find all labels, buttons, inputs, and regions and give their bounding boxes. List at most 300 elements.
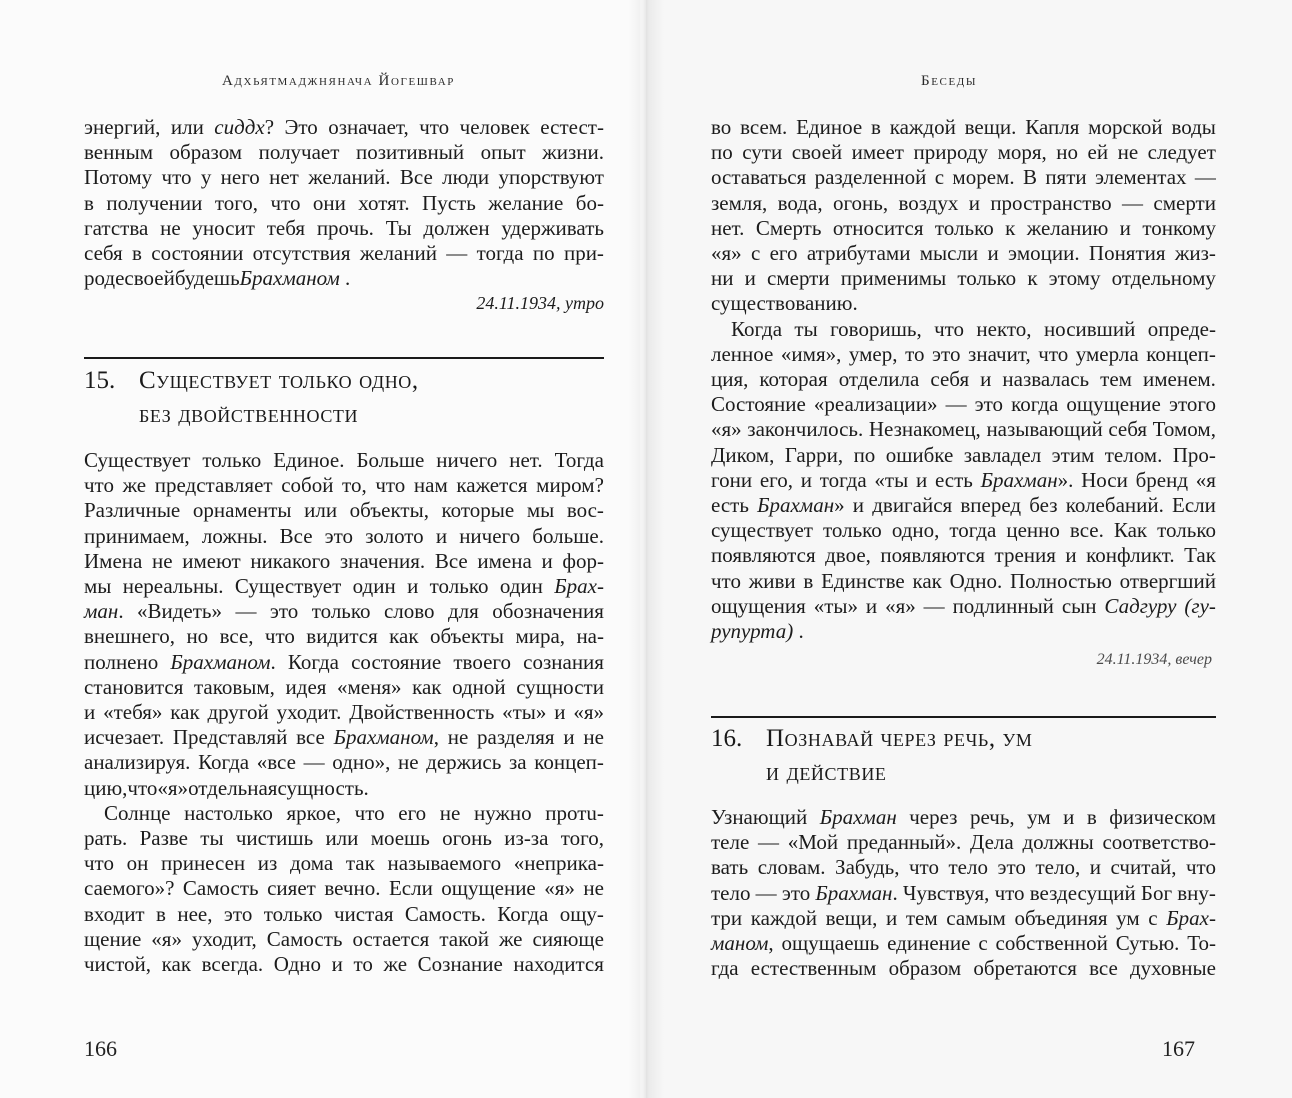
word: получает (258, 140, 340, 165)
text-line (711, 189, 1216, 217)
word: то, (342, 473, 367, 498)
word: подлинный (952, 593, 1054, 618)
word: и (980, 367, 992, 391)
word: не (439, 800, 461, 825)
word: двигайся (872, 493, 953, 517)
word: и (84, 700, 96, 724)
word: не (160, 215, 181, 240)
word: Сутью. (1115, 931, 1180, 955)
italic-word: ман (84, 599, 119, 624)
word: «я (1195, 467, 1216, 492)
word: Единое. (273, 448, 345, 472)
word: вещи. (964, 115, 1017, 139)
word: и (563, 725, 575, 750)
text-line (711, 138, 1216, 166)
word: и (331, 952, 343, 976)
text-line (711, 828, 1216, 856)
chapter-15-title-line2: без двойственности (139, 401, 359, 428)
word: с (978, 931, 988, 955)
word: вечно. (324, 876, 381, 901)
word: Самость (266, 926, 343, 951)
word: и (1119, 215, 1131, 240)
word: вперед (960, 493, 1022, 517)
text-line (84, 723, 604, 751)
word: только (311, 599, 371, 624)
word: значения. (339, 548, 426, 573)
word: цию, (84, 775, 128, 800)
word: кажется (456, 473, 528, 498)
word: уходит, (191, 926, 257, 951)
word: как (389, 624, 419, 649)
page-number-left: 166 (84, 1036, 117, 1061)
word: «ты (874, 467, 909, 492)
word: по (853, 442, 876, 467)
word: жиз- (1174, 241, 1216, 265)
word: ни (711, 266, 734, 291)
word: тем (905, 905, 938, 930)
word: разделенной (814, 165, 927, 190)
word: «я» (573, 700, 604, 724)
word: отдельному (1111, 266, 1216, 291)
word: это (269, 599, 299, 624)
word: исчезает. (84, 725, 165, 750)
word: что (375, 473, 406, 498)
text-line (84, 471, 604, 499)
word: мысли (919, 241, 979, 265)
word: уносит (192, 215, 255, 240)
word: «я» (151, 926, 182, 951)
word: по (532, 241, 555, 265)
word: бо- (575, 190, 604, 215)
word: того, (214, 190, 259, 215)
word: Ты (385, 215, 412, 240)
word: ленное (711, 341, 774, 366)
word: тогда (949, 518, 997, 543)
word: желание (488, 190, 564, 215)
text-line (84, 547, 604, 575)
text-line (711, 516, 1216, 544)
word: но (186, 624, 209, 649)
word: «меня» (337, 674, 402, 699)
word: только (202, 448, 262, 472)
word: отсутствия (252, 241, 351, 265)
text-line (711, 365, 1216, 393)
word: видится (306, 624, 378, 649)
word: вну- (1177, 880, 1216, 905)
word: внешнего, (84, 624, 176, 649)
word: «ты» (502, 700, 547, 724)
word: тем (1100, 367, 1132, 391)
word: люди (442, 165, 490, 190)
word: Понятия (1088, 241, 1166, 265)
chapter-15-body (84, 446, 604, 1034)
italic-word: сиддх (214, 115, 265, 139)
word: что (1038, 341, 1069, 366)
word: что (127, 775, 158, 800)
word: и (915, 467, 928, 492)
word: пяти (1045, 165, 1087, 190)
word: , (768, 931, 774, 955)
word: ей (1087, 140, 1109, 165)
word: Чувствуя, (902, 880, 990, 905)
word: физическом (1109, 805, 1216, 829)
word-group (340, 264, 351, 292)
word: только (263, 901, 323, 926)
word: естественным (750, 956, 877, 981)
word: . (118, 599, 124, 624)
word: без (1029, 493, 1058, 517)
word: «реализации» (813, 392, 938, 417)
word: щение (84, 926, 142, 951)
text-line (84, 748, 604, 776)
word: роде (84, 266, 125, 291)
word: больше. (532, 523, 604, 548)
word: и (407, 574, 419, 598)
word: — (303, 750, 325, 775)
word: носивший (1043, 316, 1136, 341)
word: тогда (476, 241, 524, 265)
word: мы (84, 574, 112, 598)
word: не (447, 725, 469, 750)
word-group (711, 929, 774, 957)
text-line (84, 925, 604, 953)
word: это (974, 392, 1004, 417)
word-group (981, 466, 1074, 494)
word: морской (1088, 115, 1163, 139)
word: все (1089, 956, 1118, 981)
word: же (122, 473, 147, 498)
word: нет. (711, 215, 745, 240)
text-line (711, 879, 1216, 907)
word: они (312, 190, 346, 215)
chapter-15-title-line1: Существует только одно, (139, 367, 419, 394)
word: . (270, 649, 276, 674)
word: трения (994, 543, 1056, 568)
word: и (1063, 805, 1075, 829)
word: — (235, 599, 257, 624)
word: сущность. (277, 775, 369, 800)
word: находится (513, 952, 604, 976)
word: Сознание (417, 952, 503, 976)
word: гони (711, 467, 753, 492)
word: Дела (970, 830, 1014, 855)
word: ощущение (441, 876, 536, 901)
word: же (498, 926, 523, 951)
word: каждой (889, 115, 956, 139)
word: ощу- (559, 901, 604, 926)
chapter-16-number: 16. (711, 725, 743, 752)
word: слово (383, 599, 435, 624)
word: таковым, (193, 674, 275, 699)
word: моря, (997, 140, 1047, 165)
word: хотят. (358, 190, 410, 215)
word: , (433, 725, 439, 750)
word: тело, (1035, 855, 1081, 880)
word: нет (269, 165, 299, 190)
word: Одно. (949, 568, 1003, 593)
word: образом (169, 140, 243, 165)
chapter-16-rule (711, 716, 1216, 718)
text-line (84, 950, 604, 978)
word: не (1117, 140, 1139, 165)
word: не (397, 750, 419, 775)
text-line (84, 138, 604, 166)
word: словам. (757, 855, 826, 880)
word: никакого (250, 548, 331, 573)
word: закончилось. (747, 417, 864, 442)
italic-word: Садгуру (1104, 593, 1177, 618)
word: Это (284, 115, 318, 139)
word: Состояние (711, 392, 806, 417)
word: Диком, (711, 442, 775, 467)
text-line (711, 541, 1216, 569)
word: эмоции. (1008, 241, 1080, 265)
word: назвалась (1002, 367, 1090, 391)
word: Разве (139, 826, 188, 850)
word: только (957, 266, 1017, 291)
text-line (84, 496, 604, 524)
word: Все (434, 548, 468, 573)
text-line (84, 673, 604, 701)
word: Пусть (422, 190, 476, 215)
word: обозначения (492, 599, 604, 624)
word: желаний. (308, 165, 391, 190)
word: то (905, 341, 925, 366)
word: воздух (898, 190, 959, 215)
word: держись (426, 750, 502, 775)
word: — (945, 392, 967, 417)
text-line (711, 466, 1216, 494)
word: ты (200, 826, 224, 850)
word: мира, (515, 624, 566, 649)
word: смерти (1153, 190, 1216, 215)
word: чистишь (235, 826, 314, 850)
word: и (987, 241, 999, 265)
word: Различные (84, 498, 181, 523)
word: венным (84, 140, 153, 165)
word: сияет (267, 876, 316, 901)
word: земля, (711, 190, 768, 215)
word: саемого»? (84, 876, 175, 901)
text-line (711, 214, 1216, 242)
word: в (803, 568, 814, 593)
word: «я» (544, 876, 575, 901)
word: ». (1057, 467, 1074, 492)
word: . (892, 880, 898, 905)
word: некто, (976, 316, 1032, 341)
word: себя (930, 367, 970, 391)
word: «я» (157, 775, 189, 800)
italic-word: рупурта) (711, 619, 794, 643)
word: упорствуют (498, 165, 604, 190)
word: есть (711, 493, 749, 517)
word-group (214, 113, 274, 141)
word: преданный». (846, 830, 962, 855)
word: То- (1187, 931, 1216, 955)
chapter-15-heading (84, 364, 604, 432)
word: Потому (84, 165, 153, 190)
word: «я» (885, 593, 916, 618)
word: как (912, 568, 942, 593)
word: умерла (1075, 341, 1139, 366)
text-line (711, 264, 1216, 292)
word: по (711, 140, 733, 165)
word: ничего (436, 448, 498, 472)
word: считай, (1110, 855, 1177, 880)
word: В (1022, 165, 1037, 190)
right-intro-date: 24.11.1934, вечер (1096, 651, 1212, 668)
word: Про- (1172, 442, 1216, 467)
word: сути (742, 140, 783, 165)
word: «я» (711, 241, 742, 265)
word: объекты, (349, 498, 429, 523)
word: состоянии (151, 241, 244, 265)
italic-word: (гу- (1184, 593, 1216, 618)
word: получении (106, 190, 203, 215)
word: или (170, 115, 204, 139)
text-line (711, 904, 1216, 932)
text-line (84, 900, 604, 928)
word: — (923, 593, 945, 618)
word: объекты (429, 624, 505, 649)
word: соответство- (1102, 830, 1216, 855)
chapter-16-title-line2: и действие (766, 759, 887, 786)
text-line (711, 390, 1216, 418)
word: только (1157, 518, 1216, 543)
word: в (84, 190, 94, 215)
word: ложны. (201, 523, 268, 548)
word: воды (1171, 115, 1216, 139)
word: через (909, 805, 958, 829)
text-line (711, 592, 1216, 620)
word: на- (576, 624, 604, 649)
word: только (822, 518, 882, 543)
word: будешь (174, 266, 240, 291)
word: «я» (711, 417, 742, 442)
word: существует (711, 518, 813, 543)
text-line (84, 522, 604, 550)
word: «все (256, 750, 296, 775)
word: Узнающий (711, 805, 808, 829)
text-line (711, 441, 1216, 469)
word: человек (459, 115, 530, 139)
word: огонь (442, 826, 492, 850)
text-line (711, 567, 1216, 595)
word: только (934, 215, 994, 240)
word: Капля (1025, 115, 1080, 139)
word: концеп- (1146, 341, 1216, 366)
word: атрибутами (806, 241, 911, 265)
word: это (781, 880, 811, 905)
word: появляются (711, 543, 816, 568)
word: образом (888, 956, 962, 981)
italic-word: Брах- (1166, 905, 1216, 930)
word: следует (1147, 140, 1216, 165)
word: миром? (536, 473, 604, 498)
word: Единое (796, 115, 863, 139)
word: единение (887, 931, 971, 955)
chapter-16-title-line1: Познавай через речь, ум (766, 725, 1033, 752)
word: с (934, 165, 945, 190)
word: это (324, 523, 354, 548)
word: конфликт. (1086, 543, 1175, 568)
word: телом. (1104, 442, 1163, 467)
word: полнено (84, 649, 159, 674)
word: во (711, 115, 732, 139)
word: Забудь, (835, 855, 900, 880)
word: опреде- (1147, 316, 1216, 341)
word: за (508, 750, 527, 775)
word: завладел (963, 442, 1042, 467)
word: говоришь, (830, 316, 922, 341)
word: этим (1051, 442, 1095, 467)
chapter-16-title (766, 722, 1032, 790)
word: с (750, 241, 761, 265)
text-line (711, 929, 1216, 957)
word: «имя», (780, 341, 842, 366)
word: ничего (459, 523, 521, 548)
word: Представляй (172, 725, 288, 750)
running-head-left: Адхьятмаджнянача Йогешвар (222, 73, 456, 89)
word: одно, (891, 518, 940, 543)
text-line (711, 340, 1216, 368)
word: при- (563, 241, 604, 265)
word: «неприка- (513, 851, 604, 876)
word: ция, (711, 367, 749, 391)
word: как (161, 952, 192, 976)
word: вещи, (825, 905, 878, 930)
word: что (264, 624, 295, 649)
text-line (711, 803, 1216, 831)
word: к (1027, 266, 1038, 291)
word: Одно (273, 952, 322, 976)
word: с (1148, 905, 1158, 930)
word: Когда (731, 316, 783, 341)
word: или (325, 826, 359, 850)
word: Больше (356, 448, 425, 472)
word: такой (439, 926, 489, 951)
word: дома (289, 851, 334, 876)
word: объединяя (1014, 905, 1108, 930)
text-line (84, 824, 604, 852)
word: появляются (880, 543, 986, 568)
text-line (711, 415, 1216, 443)
italic-word: Брахман (980, 467, 1058, 492)
word: входит (84, 901, 145, 926)
word: фор- (562, 548, 604, 573)
word: Существует (84, 448, 191, 472)
word: Тогда (554, 448, 604, 472)
text-line (84, 597, 604, 625)
word: него (220, 165, 260, 190)
word: что (909, 855, 939, 880)
word: одной (452, 674, 506, 699)
word: в (132, 241, 142, 265)
word: сущности (516, 674, 604, 699)
word: Если (1172, 493, 1216, 517)
word: гда (711, 956, 739, 981)
word: принесен (160, 851, 246, 876)
word: своей (791, 140, 843, 165)
text-line (84, 849, 604, 877)
word: удерживать (501, 215, 604, 240)
word: применимы (840, 266, 947, 291)
text-line (711, 617, 1216, 645)
word: его (398, 800, 427, 825)
word: — (1194, 165, 1216, 190)
word: и (800, 467, 812, 492)
word: нереальны. (122, 574, 224, 598)
